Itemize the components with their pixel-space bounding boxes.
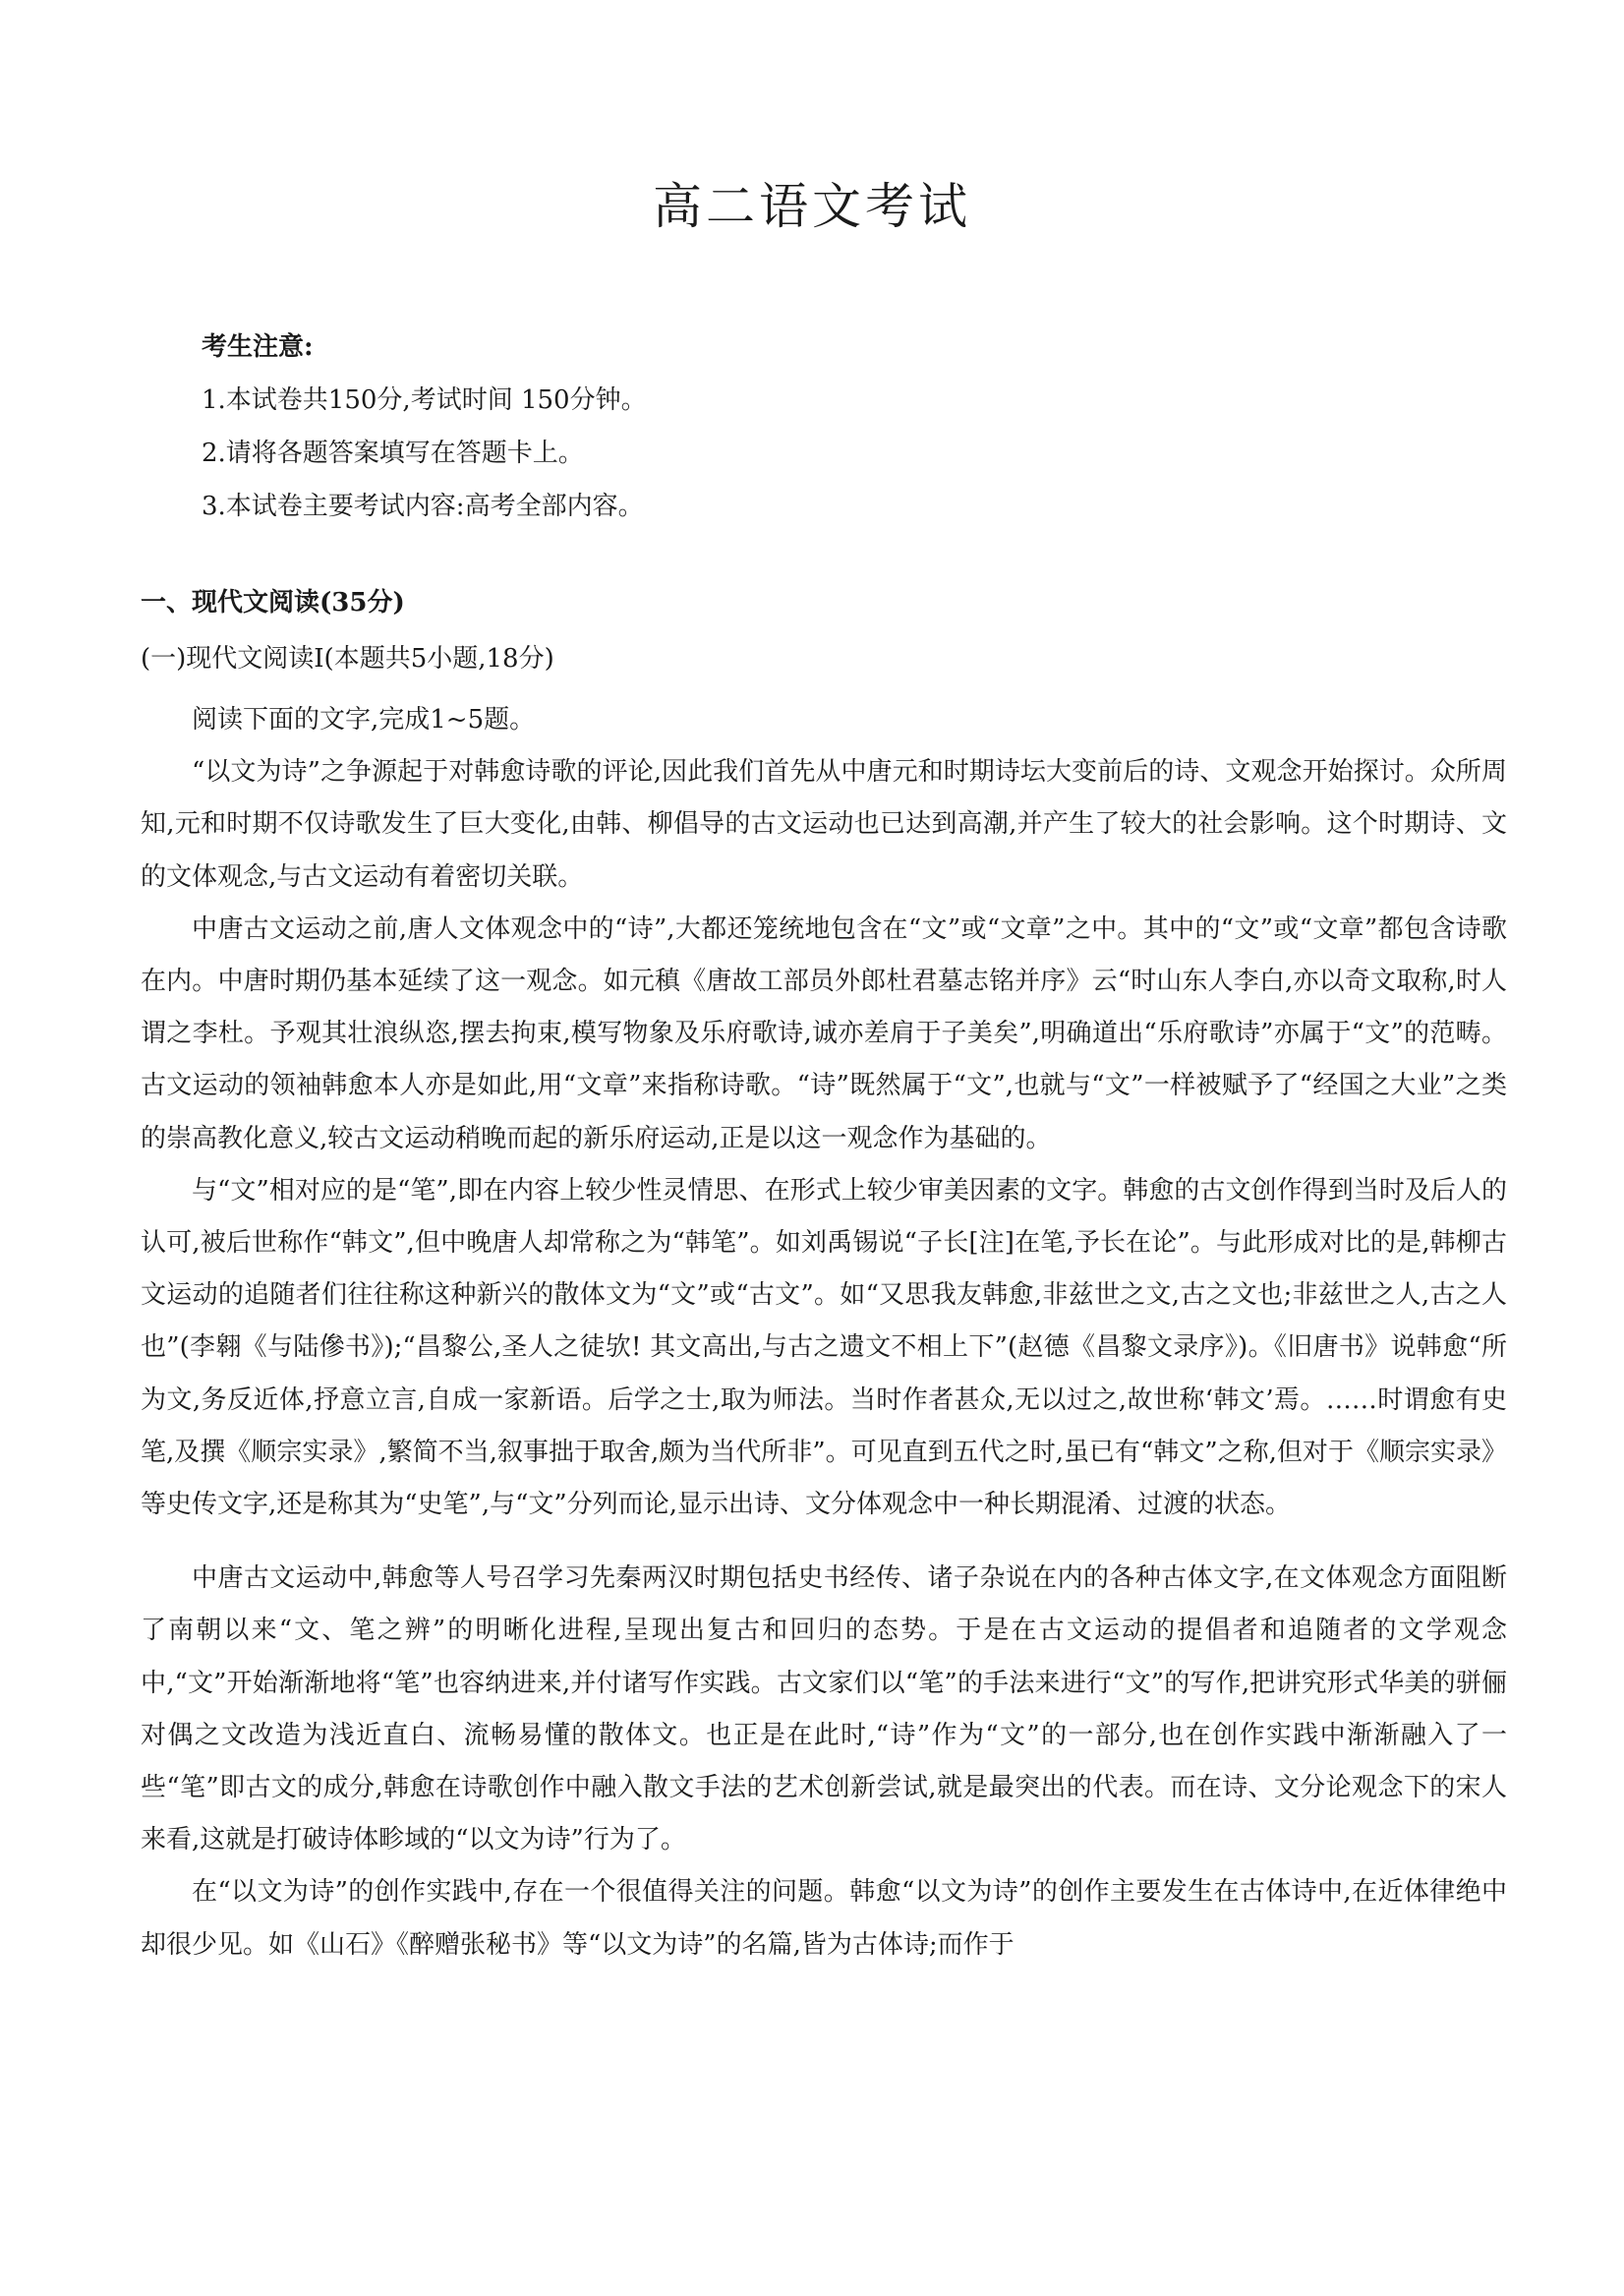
passage-paragraph: 中唐古文运动中,韩愈等人号召学习先秦两汉时期包括史书经传、诸子杂说在内的各种古体文字,在文体观念方面阻断了南朝以来“文、笔之辨”的明晰化进程,呈现出复古和回归的态势。于是在古文运动的提倡者和追随者的文学观念中,“文”开始渐渐地将“笔”也容纳进来,并付诸写作实践。古文家们以“笔”的手法来进行“文”的写作,把讲究形式华美的骈俪对偶之文改造为浅近直白、流畅易懂的散体文。也正是在此时,“诗”作为“文”的一部分,也在创作实践中渐渐融入了一些“笔”即古文的成分,韩愈在诗歌创作中融入散文手法的艺术创新尝试,就是最突出的代表。而在诗、文分论观念下的宋人来看,这就是打破诗体畛域的“以文为诗”行为了。 — [141, 1563, 1507, 1855]
page-title: 高二语文考试 — [653, 178, 971, 235]
section-title: 一、现代文阅读(35分) — [141, 588, 405, 618]
passage-paragraph: “以文为诗”之争源起于对韩愈诗歌的评论,因此我们首先从中唐元和时期诗坛大变前后的诗、文观念开始探讨。众所周知,元和时期不仅诗歌发生了巨大变化,由韩、柳倡导的古文运动也已达到高潮,并产生了较大的社会影响。这个时期诗、文的文体观念,与古文运动有着密切关联。 — [141, 757, 1507, 892]
subsection-title: (一)现代文阅读Ⅰ(本题共5小题,18分) — [141, 644, 554, 674]
notice-item: 2.请将各题答案填写在答题卡上。 — [202, 439, 584, 468]
passage-paragraph: 中唐古文运动之前,唐人文体观念中的“诗”,大都还笼统地包含在“文”或“文章”之中。其中的“文”或“文章”都包含诗歌在内。中唐时期仍基本延续了这一观念。如元稹《唐故工部员外郎杜君墓志铭并序》云“时山东人李白,亦以奇文取称,时人谓之李杜。予观其壮浪纵恣,摆去拘束,模写物象及乐府歌诗,诚亦差肩于子美矣”,明确道出“乐府歌诗”亦属于“文”的范畴。古文运动的领袖韩愈本人亦是如此,用“文章”来指称诗歌。“诗”既然属于“文”,也就与“文”一样被赋予了“经国之大业”之类的崇高教化意义,较古文运动稍晚而起的新乐府运动,正是以这一观念作为基础的。 — [141, 913, 1507, 1153]
passage-paragraph: 与“文”相对应的是“笔”,即在内容上较少性灵情思、在形式上较少审美因素的文字。韩愈的古文创作得到当时及后人的认可,被后世称作“韩文”,但中晚唐人却常称之为“韩笔”。如刘禹锡说“子长[注]在笔,予长在论”。与此形成对比的是,韩柳古文运动的追随者们往往称这种新兴的散体文为“文”或“古文”。如“又思我友韩愈,非兹世之文,古之文也;非兹世之人,古之人也”(李翱《与陆傪书》);“昌黎公,圣人之徒欤! 其文高出,与古之遗文不相上下”(赵德《昌黎文录序》)。《旧唐书》说韩愈“所为文,务反近体,抒意立言,自成一家新语。后学之士,取为师法。当时作者甚众,无以过之,故世称‘韩文’焉。……时谓愈有史笔,及撰《顺宗实录》,繁简不当,叙事拙于取舍,颇为当代所非”。可见直到五代之时,虽已有“韩文”之称,但对于《顺宗实录》等史传文字,还是称其为“史笔”,与“文”分列而论,显示出诗、文分体观念中一种长期混淆、过渡的状态。 — [141, 1175, 1507, 1520]
notice-item: 3.本试卷主要考试内容:高考全部内容。 — [202, 492, 644, 521]
exam-notice — [202, 329, 1479, 542]
passage-paragraph: 在“以文为诗”的创作实践中,存在一个很值得关注的问题。韩愈“以文为诗”的创作主要发生在古体诗中,在近体律绝中却很少见。如《山石》《醉赠张秘书》等“以文为诗”的名篇,皆为古体诗;而作于 — [141, 1877, 1507, 1960]
reading-passage — [141, 694, 1507, 1972]
notice-heading: 考生注意: — [202, 332, 314, 362]
notice-item: 1.本试卷共150分,考试时间 150分钟。 — [202, 385, 647, 415]
instruction-paragraph: 阅读下面的文字,完成1~5题。 — [192, 705, 536, 735]
